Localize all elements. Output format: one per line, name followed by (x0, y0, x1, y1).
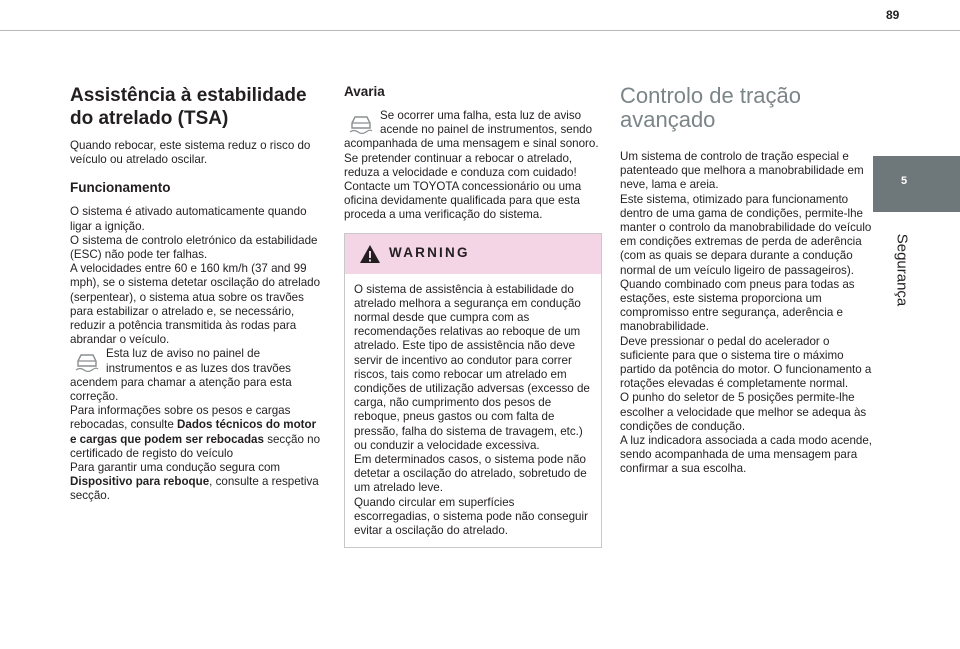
paragraph: Este sistema, otimizado para funcionamento dentro de uma gama de condições, permite-lhe manter o controlo da manobrabilidade do veículo em condições extremas de perda de aderência (com as quais se depara durante a condução normal de um veículo ligeiro de passageiros). (620, 192, 872, 277)
intro-text: Quando rebocar, este sistema reduz o risco do veículo ou atrelado oscilar. (70, 139, 311, 167)
paragraph: Quando combinado com pneus para todas as estações, este sistema proporciona um compromisso entre segurança, aderência e manobrabilidade. (620, 277, 855, 334)
paragraph: Deve pressionar o pedal do acelerador o suficiente para que o sistema tire o máximo partido da potência do motor. O funcionamento a rotações elevadas é completamente normal. (620, 334, 872, 391)
paragraph: O sistema de assistência à estabilidade do atrelado melhora a segurança em condução normal desde que cumpra com as recomendações relativas ao reboque de um atrelado. Este tipo de assistência não deve servir de incentivo ao condutor para correr riscos, tais como rebocar um atrelado em condições de utilização adversas (excesso de carga, não cumprimento dos pesos de reboque, pneus gastos ou com falta de pressão, falha do sistema de travagem, etc.) ou conduzir a velocidade excessiva. (354, 282, 590, 452)
top-rule (0, 30, 960, 31)
chapter-label: Segurança (893, 233, 911, 307)
paragraph: O sistema de controlo eletrónico da estabilidade (ESC) não pode ter falhas. (70, 233, 318, 262)
section-title-tsa: Assistência à estabilidade do atrelado (TSA) (70, 85, 307, 129)
section-title-traction: Controlo de tração avançado (620, 83, 801, 132)
paragraph: Em determinados casos, o sistema pode não detetar a oscilação do atrelado, sobretudo de um atrelado leve. (354, 453, 587, 495)
paragraph: Um sistema de controlo de tração especial e patenteado que melhora a manobrabilidade em neve, lama e areia. (620, 150, 864, 192)
paragraph: Se pretender continuar a rebocar o atrelado, reduza a velocidade e conduza com cuidado! (344, 151, 577, 179)
paragraph: O punho do seletor de 5 posições permite-lhe escolher a velocidade que melhor se adequa às condições de condução. (620, 391, 867, 433)
paragraph: Contacte um TOYOTA concessionário ou uma oficina devidamente qualificada para que esta proceda a uma verificação do sistema. (344, 180, 582, 222)
chapter-number: 5 (900, 175, 908, 187)
warning-body (345, 274, 601, 548)
paragraph: Se ocorrer uma falha, esta luz de aviso acende no painel de instrumentos, sendo acompanhada de uma mensagem e sinal sonoro. (344, 109, 599, 151)
warning-header (345, 234, 601, 274)
column-traction-control (620, 84, 880, 477)
paragraph: A velocidades entre 60 e 160 km/h (37 and 99 mph), se o sistema detetar oscilação do atrelado (serpentear), o sistema atua sobre os travões para estabilizar o atrelado e, se necessário, reduzir a potência transmitida às rodas para abrandar o veículo. (70, 262, 321, 347)
page-number: 89 (886, 8, 900, 22)
link-dispositivo-reboque[interactable]: Dispositivo para reboque (70, 475, 210, 489)
indicator-note (70, 347, 324, 404)
column-fault (344, 84, 602, 548)
chapter-tab[interactable] (873, 156, 960, 212)
paragraph: A luz indicadora associada a cada modo acende, sendo acompanhada de uma mensagem para confirmar a sua escolha. (620, 434, 873, 476)
trailer-sway-warning-icon (348, 109, 374, 135)
column-trailer-stability (70, 84, 324, 504)
paragraph: Esta luz de aviso no painel de instrumentos e as luzes dos travões acendem para chamar a atenção para esta correção. (70, 347, 292, 404)
warning-box (344, 233, 602, 549)
heading-avaria: Avaria (344, 84, 385, 99)
warning-triangle-icon (359, 244, 381, 264)
paragraph: Quando circular em superfícies escorregadias, o sistema pode não conseguir evitar a oscilação do atrelado. (354, 495, 588, 538)
heading-funcionamento: Funcionamento (70, 180, 171, 196)
paragraph: O sistema é ativado automaticamente quando ligar a ignição. (70, 205, 307, 233)
trailer-sway-warning-icon (74, 347, 100, 373)
indicator-note (344, 109, 602, 152)
warning-title: WARNING (389, 244, 470, 260)
paragraph-weights: Para informações sobre os pesos e cargas rebocadas, consulte Dados técnicos do motor e cargas que podem ser rebocadas secção no certificado de registo do veículo (70, 404, 321, 460)
paragraph-towbar: Para garantir uma condução segura com Dispositivo para reboque, consulte a respetiva secção. (70, 461, 319, 503)
link-dados-tecnicos[interactable]: Dados técnicos do motor e cargas que podem ser rebocadas (70, 418, 317, 446)
